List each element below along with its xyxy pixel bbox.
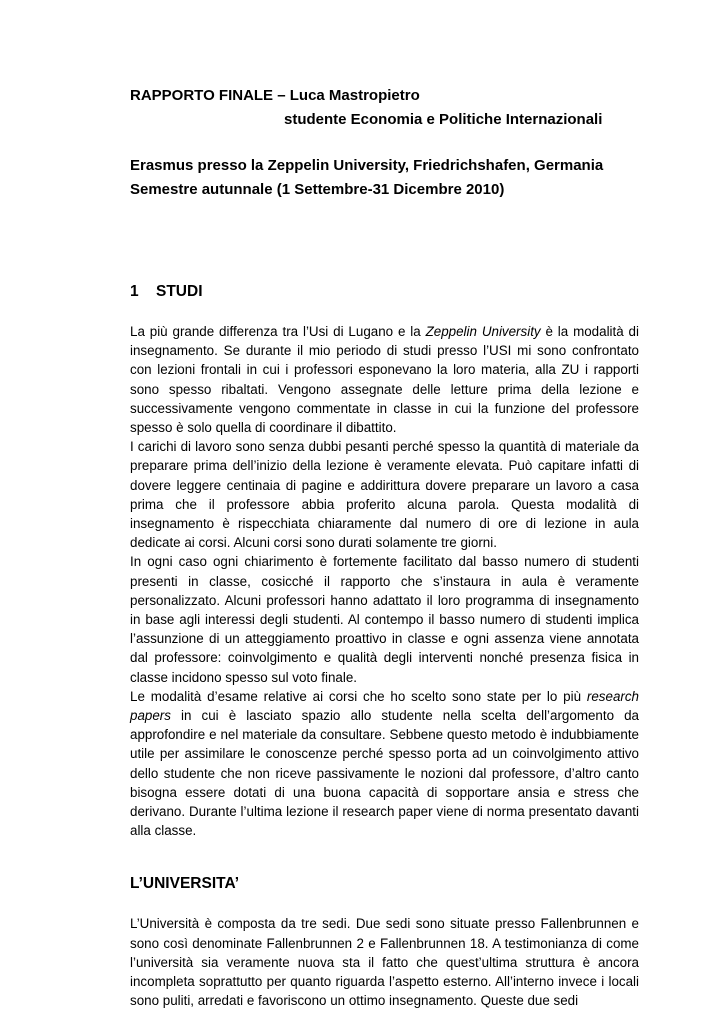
section-heading-universita: L’UNIVERSITA’	[130, 875, 240, 893]
paragraph: In ogni caso ogni chiarimento è fortemente facilitato dal basso numero di studenti presenti in classe, cosicché il rapporto che s’instaura in aula è veramente personalizzato. Alcuni professori hanno adattato il loro programma di insegnamento in base agli interessi degli studenti. Al contempo il basso numero di studenti implica l’assunzione di un atteggiamento proattivo in classe e ogni assenza viene annotata dal professore: coinvolgimento e qualità degli interventi nonché presenza fisica in classe incidono spesso sul voto finale.	[130, 554, 639, 685]
erasmus-info: Erasmus presso la Zeppelin University, Friedrichshafen, Germania	[130, 157, 604, 174]
paragraph: I carichi di lavoro sono senza dubbi pesanti perché spesso la quantità di materiale da preparare prima dell’inizio della lezione è veramente elevata. Può capitare infatti di dovere leggere centinaia di pagine e addirittura dovere preparare un lavoro a casa prima che il professore abbia proferito alcuna parola. Questa modalità di insegnamento è rispecchiata chiaramente dal numero di ore di lezione in aula dedicate ai corsi. Alcuni corsi sono durati solamente tre giorni.	[130, 439, 639, 551]
section-heading-studi	[130, 280, 639, 304]
paragraph: L’Università è composta da tre sedi. Due sedi sono situate presso Fallenbrunnen e sono così denominate Fallenbrunnen 2 e Fallenbrunnen 18. A testimonianza di come l’università sia veramente nuova sta il fatto che quest’ultima struttura è ancora incompleta soprattutto per quanto riguarda l’aspetto esterno. All’interno invece i locali sono puliti, arredati e favoriscono un ottimo insegnamento. Queste due sedi	[130, 916, 639, 1009]
paragraph: La più grande differenza tra l’Usi di Lugano e la Zeppelin University è la modalità di insegnamento. Se durante il mio periodo di studi presso l’USI mi sono confrontato con lezioni frontali in cui i professori esponevano la loro materia, alla ZU i rapporti sono spesso ribaltati. Vengono assegnate delle letture prima della lezione e successivamente vengono commentate in classe in cui la funzione del professore spesso è solo quella di coordinare il dibattito.	[130, 324, 639, 436]
document-body	[130, 84, 639, 1011]
report-title: RAPPORTO FINALE – Luca Mastropietro	[130, 87, 420, 104]
semester-info: Semestre autunnale (1 Settembre-31 Dicembre 2010)	[130, 181, 505, 198]
section-number: 1	[130, 283, 139, 300]
emphasis-text: research papers	[130, 688, 639, 724]
paragraph: Le modalità d’esame relative ai corsi che ho scelto sono state per lo più research papers in cui è lasciato spazio allo studente nella scelta dell’argomento da approfondire e nel materiale da consultare. Sebbene questo metodo è indubbiamente utile per assimilare le conoscenze perché spesso porta ad un coinvolgimento attivo dello studente che non riceve passivamente le nozioni dal professore, d’altro canto bisogna essere dotati di una buona capacità di sopportare ansia e stress che derivano. Durante l’ultima lezione il research paper viene di norma presentato davanti alla classe.	[130, 688, 639, 839]
report-subtitle: studente Economia e Politiche Internazionali	[284, 111, 603, 128]
section-title: STUDI	[156, 283, 203, 300]
emphasis-text: Zeppelin University	[425, 324, 541, 339]
